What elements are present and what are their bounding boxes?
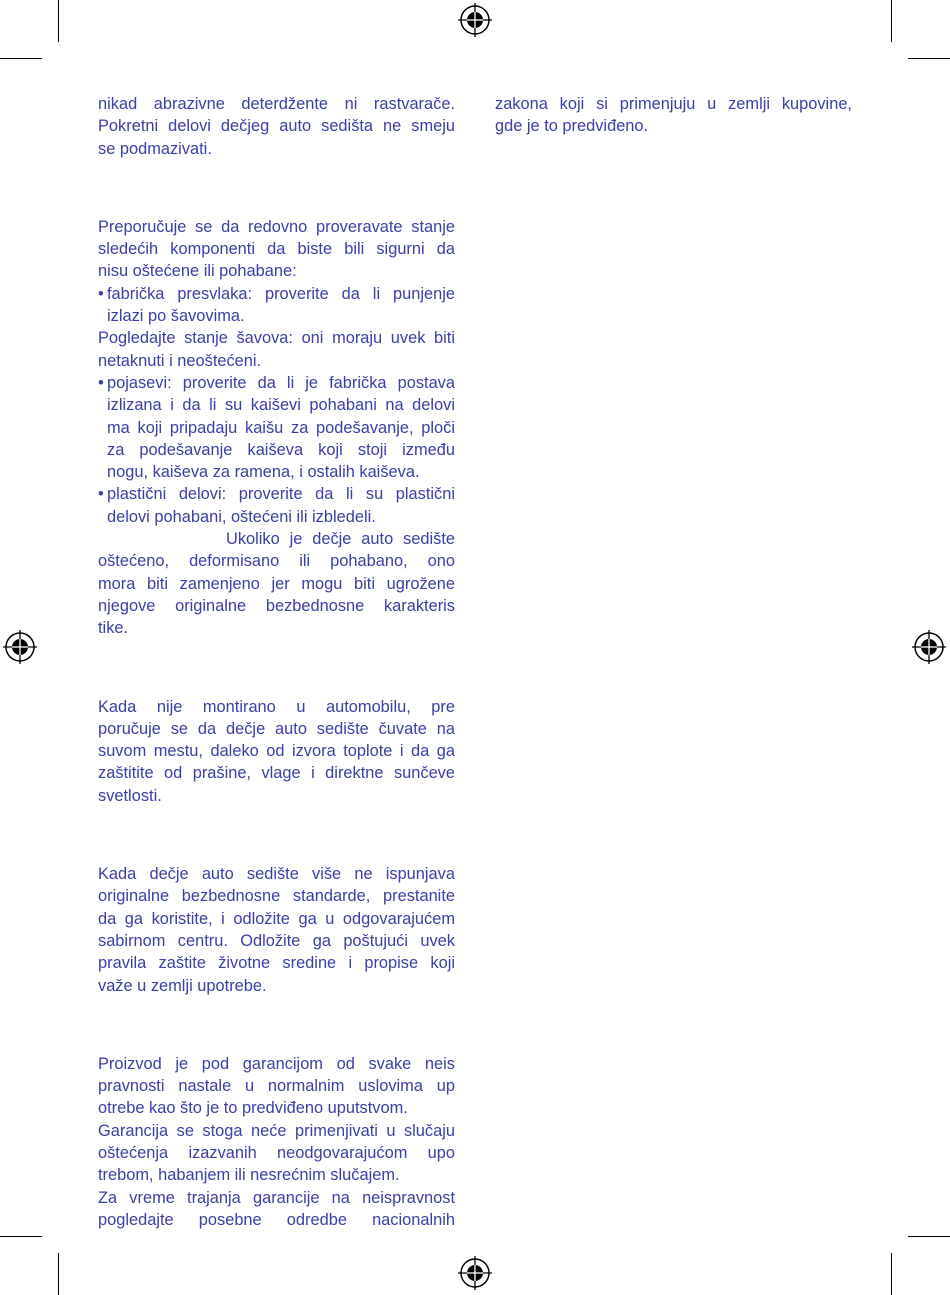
text-line: pravnosti nastale u normalnim uslovima up (98, 1077, 455, 1096)
text-line: • pojasevi: proverite da li je fabrička postava (107, 373, 455, 392)
registration-target-icon (3, 630, 37, 664)
text-line: gde je to predviđeno. (495, 117, 649, 136)
section-gap (98, 807, 455, 863)
text-line: izlizana i da li su kaiševi pohabani na delovi (107, 396, 455, 415)
warranty-section (98, 1053, 455, 1231)
text-line: da ga koristite, i odložite ga u odgovarajućem (98, 909, 455, 928)
section-gap (98, 997, 455, 1053)
registration-target-icon (912, 630, 946, 664)
text-line: Pogledajte stanje šavova: oni moraju uvek biti (98, 329, 455, 348)
text-line: pravila zaštite životne sredine i propise koji (98, 954, 455, 973)
inspection-section (98, 216, 455, 640)
text-line: važe u zemlji upotrebe. (98, 976, 267, 995)
text-line: delovi pohabani, oštećeni ili izbledeli. (107, 507, 376, 526)
text-line: Pokretni delovi dečjeg auto sedišta ne smeju (98, 117, 455, 136)
crop-mark-bottom-right-horizontal (908, 1236, 950, 1237)
disposal-paragraph (98, 863, 455, 997)
list-item (98, 372, 455, 483)
text-line: sabirnom centru. Odložite ga poštujući uvek (98, 931, 455, 950)
section-gap (98, 640, 455, 696)
text-line: originalne bezbednosne standarde, prestanite (98, 887, 455, 906)
text-line: otrebe kao što je to predviđeno uputstvom. (98, 1099, 408, 1118)
text-line: poručuje se da dečje auto sedište čuvate na (98, 719, 455, 738)
registration-target-icon (458, 1256, 492, 1290)
crop-mark-top-left-vertical (58, 0, 59, 42)
text-line: za podešavanje kaiševa koji stoji između (107, 440, 455, 459)
crop-mark-top-right-horizontal (908, 58, 950, 59)
text-line: Za vreme trajanja garancije na neispravnost (98, 1188, 455, 1207)
text-line: Garancija se stoga neće primenjivati u slučaju (98, 1121, 455, 1140)
text-line: suvom mestu, daleko od izvora toplote i da ga (98, 742, 455, 761)
text-line: zaštitite od prašine, vlage i direktne sunčeve (98, 764, 455, 783)
text-line: trebom, habanjem ili nesrećnim slučajem. (98, 1166, 400, 1185)
crop-mark-top-right-vertical (891, 0, 892, 42)
text-line: oštećenja izazvanih neodgovarajućom upo (98, 1143, 455, 1162)
text-line: netaknuti i neoštećeni. (98, 351, 262, 370)
text-line: njegove originalne bezbednosne karakteris (98, 596, 455, 615)
crop-mark-top-left-horizontal (0, 58, 42, 59)
text-line: sledećih komponenti da biste bili sigurni da (98, 240, 455, 259)
text-line: Preporučuje se da redovno proveravate stanje (98, 217, 455, 236)
text-line: nogu, kaiševa za ramena, i ostalih kaiševa. (107, 463, 420, 482)
component-list (98, 283, 455, 328)
storage-paragraph (98, 696, 455, 807)
text-line: se podmazivati. (98, 139, 212, 158)
text-line: Ukoliko je dečje auto sedište (226, 530, 455, 549)
text-line: izlazi po šavovima. (107, 307, 245, 326)
text-line: oštećeno, deformisano ili pohabano, ono (98, 552, 455, 571)
component-list (98, 372, 455, 528)
right-column (495, 93, 852, 138)
section-gap (98, 160, 455, 216)
text-line: mora biti zamenjeno jer mogu biti ugrožene (98, 574, 455, 593)
text-line: zakona koji si primenjuju u zemlji kupovine, (495, 95, 852, 113)
crop-mark-bottom-left-vertical (58, 1253, 59, 1295)
text-line: • plastični delovi: proverite da li su plastični (107, 485, 455, 504)
text-line: Kada dečje auto sedište više ne ispunjava (98, 865, 455, 884)
crop-mark-bottom-right-vertical (891, 1253, 892, 1295)
text-line: svetlosti. (98, 786, 162, 805)
list-item (98, 283, 455, 328)
list-item (98, 483, 455, 528)
crop-mark-bottom-left-horizontal (0, 1236, 42, 1237)
text-line: • fabrička presvlaka: proverite da li punjenje (107, 284, 455, 303)
registration-target-icon (458, 3, 492, 37)
text-line: Proizvod je pod garancijom od svake neis (98, 1054, 455, 1073)
text-line: tike. (98, 619, 129, 638)
text-line: nikad abrazivne deterdžente ni rastvarače. (98, 95, 455, 113)
left-column (98, 93, 455, 1231)
cleaning-paragraph (98, 93, 455, 160)
text-line: Kada nije montirano u automobilu, pre (98, 697, 455, 716)
text-line: ma koji pripadaju kaišu za podešavanje, ploči (107, 418, 455, 437)
text-line: pogledajte posebne odredbe nacionalnih (98, 1210, 455, 1229)
text-line: nisu oštećene ili pohabane: (98, 262, 297, 281)
